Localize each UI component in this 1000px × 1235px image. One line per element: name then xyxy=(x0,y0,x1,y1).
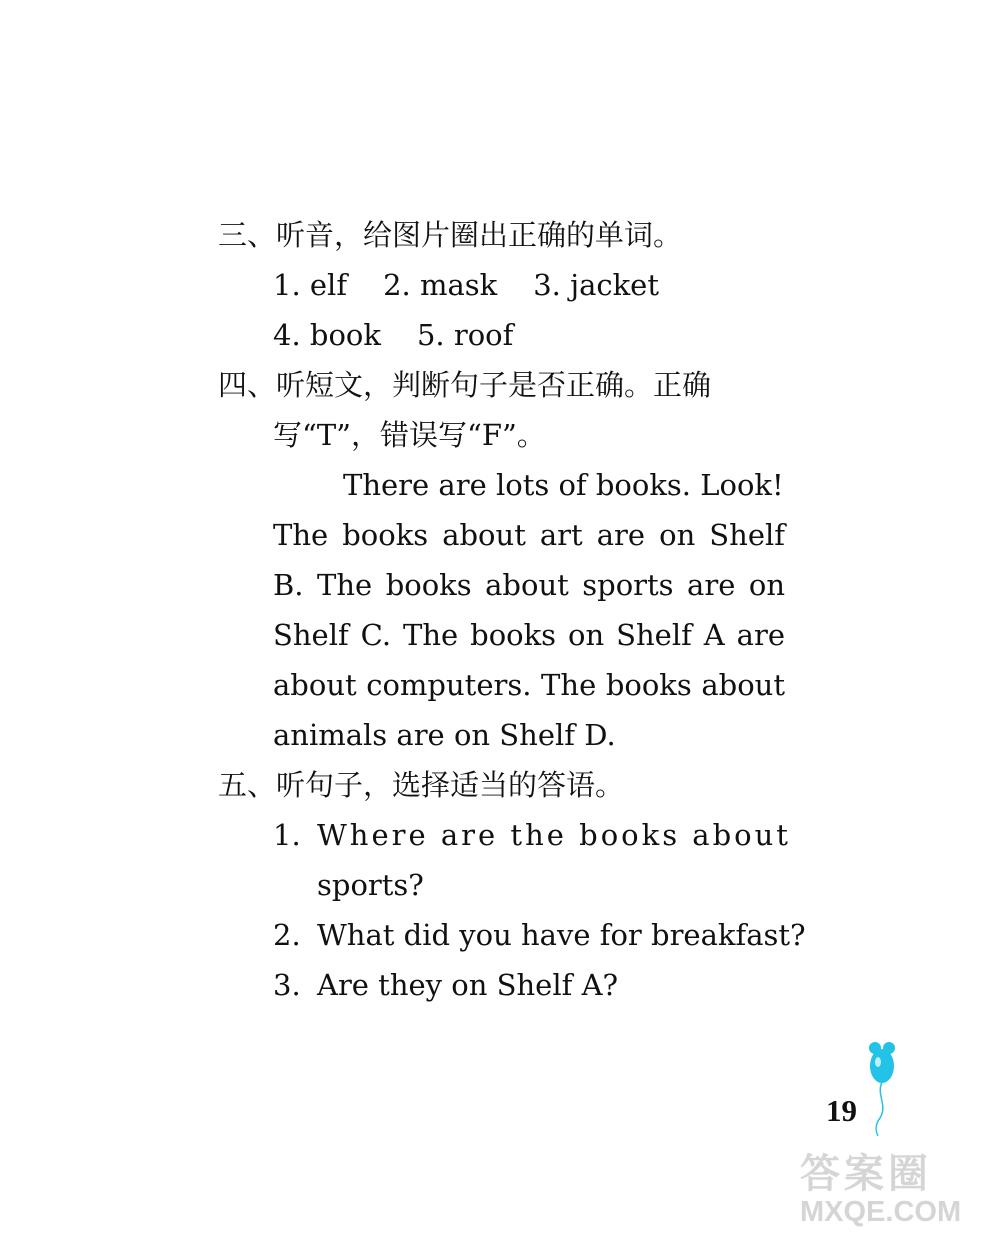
passage-line: about computers. The books about xyxy=(273,668,785,702)
question-text: What did you have for breakfast? xyxy=(317,918,806,952)
passage-line: The books about art are on Shelf xyxy=(273,518,785,552)
word-option: 5. roof xyxy=(416,318,514,352)
question-text: Are they on Shelf A? xyxy=(317,968,619,1002)
question-1-continuation: sports? xyxy=(317,868,424,902)
word-option: 2. mask xyxy=(383,268,498,302)
word-option: 4. book xyxy=(273,318,381,352)
passage-line: animals are on Shelf D. xyxy=(273,718,616,752)
question-1 xyxy=(273,815,791,855)
watermark xyxy=(800,1140,1000,1235)
mouse-balloon-icon xyxy=(862,1040,902,1136)
page-number: 19 xyxy=(826,1093,857,1128)
passage-line: Shelf C. The books on Shelf A are xyxy=(273,618,785,652)
question-number: 1. xyxy=(273,818,301,852)
question-number: 3. xyxy=(273,968,301,1002)
section-3-word-row-2 xyxy=(273,315,513,355)
section-5-title: 五、听句子，选择适当的答语。 xyxy=(218,768,625,802)
watermark-title: 答案圈 xyxy=(800,1152,932,1196)
passage-line: B. The books about sports are on xyxy=(273,568,785,602)
passage-line: There are lots of books. Look! xyxy=(343,468,784,502)
question-2 xyxy=(273,915,806,955)
question-text: Where are the books about xyxy=(317,818,791,852)
section-3-title: 三、听音，给图片圈出正确的单词。 xyxy=(218,218,683,252)
word-option: 3. jacket xyxy=(533,268,660,302)
question-3 xyxy=(273,965,618,1005)
section-4-title-line-2: 写“T”，错误写“F”。 xyxy=(273,418,546,452)
question-number: 2. xyxy=(273,918,301,952)
section-3-word-row-1 xyxy=(273,265,659,305)
watermark-url: MXQE.COM xyxy=(800,1196,962,1228)
word-option: 1. elf xyxy=(273,268,348,302)
section-4-title-line-1: 四、听短文，判断句子是否正确。正确 xyxy=(218,368,712,402)
